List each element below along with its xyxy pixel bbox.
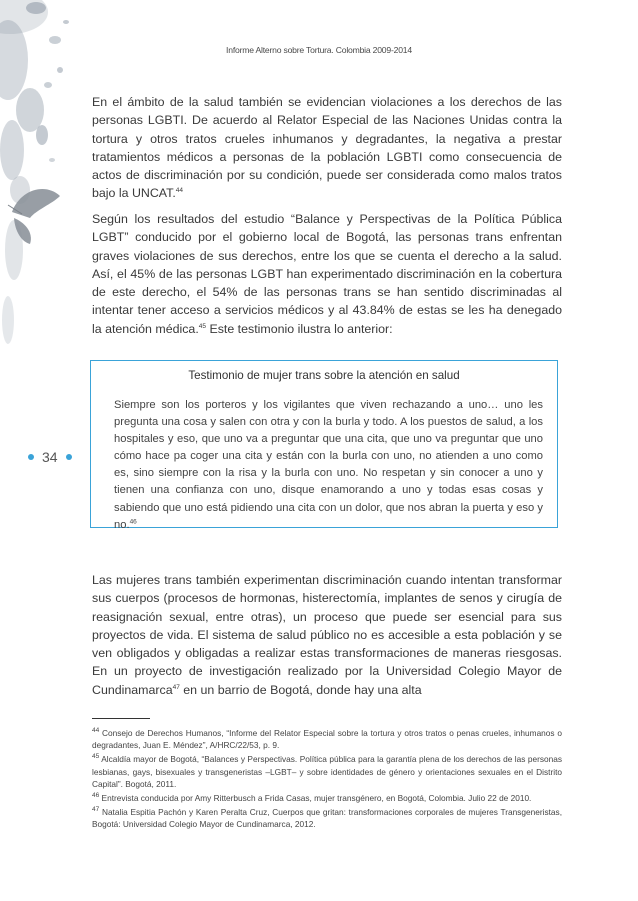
footnote-46: $^{46}$ Entrevista conducida por Amy Ritterbusch a Frida Casas, mujer transgénero, en Bogotá, Colombia. Julio 22 de 2010. xyxy=(92,792,532,804)
testimony-title: Testimonio de mujer trans sobre la atención en salud xyxy=(188,369,460,382)
running-header: Informe Alterno sobre Tortura. Colombia 2009-2014 xyxy=(226,45,412,55)
bullet-dot-icon xyxy=(28,454,34,460)
footnote-ref: 44 xyxy=(175,187,184,195)
footnote-ref: 45 xyxy=(198,322,206,330)
paragraph-study-results: Según los resultados del estudio “Balance y Perspectivas de la Política Pública LGBT” conducido por el gobierno local de Bogotá, las personas trans enfrentan graves violaciones de sus derechos, entre los que se cuenta el derecho a la salud. Así, el 45% de las personas LGBT han experimentado discriminación en la cobertura de este derecho, el 54% de las personas trans se han sentido discriminadas al intentar tener acceso a servicios médicos y al 43.84% de estas se les ha denegado la atención médica.$^{45}$ Este testimonio ilustra lo anterior: xyxy=(92,212,562,336)
footnotes xyxy=(92,727,562,833)
footnote-ref: 46 xyxy=(129,517,137,525)
footnote-44: $^{44}$ Consejo de Derechos Humanos, “Informe del Relator Especial sobre la tortura y otros tratos o penas crueles, inhumanos o degradantes, Juan E. Méndez”, A/HRC/22/53, p. 9. xyxy=(92,727,562,751)
footnote-divider xyxy=(92,718,150,719)
bullet-dot-icon xyxy=(66,454,72,460)
page-number: 34 xyxy=(28,447,72,467)
footnote-ref: 47 xyxy=(172,683,180,691)
testimony-text: Siempre son los porteros y los vigilantes que viven rechazando a uno… uno les pregunta una cosa y salen con otra y con la burla y todo. A los puestos de salud, a los hospitales y eso, que uno va a preguntar que una cita, que uno va preguntar que uno cómo hace pa coger una cita y están con la burla con uno, no atienden a uno como es, sino siempre con la risa y la burla con uno. No respetan y sin conocer a uno y tienen una confianza con uno, disque enamorando a uno y todas esas cosas y sabiendo que uno está pidiendo una cita con un dolor, que nos abran la puerta y eso y no.$^{46}$ xyxy=(114,399,543,531)
paragraph-health-rights: En el ámbito de la salud también se evidencian violaciones a los derechos de las personas LGBTI. De acuerdo al Relator Especial de las Naciones Unidas contra la tortura y otros tratos crueles inhumanos y degradantes, la negativa a prestar tratamientos médicos a personas de la población LGBTI como consecuencia de actos de discriminación por su condición, puede ser considerada como malos tratos bajo la UNCAT.$^{44}$ xyxy=(92,95,562,201)
paragraph-trans-women: Las mujeres trans también experimentan discriminación cuando intentan transformar sus cuerpos (procesos de hormonas, histerectomía, implantes de senos y cirugía de reasignación sexual, entre otras), un proceso que puede ser esencial para sus proyectos de vida. El sistema de salud público no es accesible a esta población y se ven obligados y obligadas a realizar estas transformaciones de maneras riesgosas. En un proyecto de investigación realizado por la Universidad Colegio Mayor de Cundinamarca$^{47}$ en un barrio de Bogotá, donde hay una alta xyxy=(92,573,562,697)
testimony-box xyxy=(90,360,558,531)
footnote-47: $^{47}$ Natalia Espitia Pachón y Karen Peralta Cruz, Cuerpos que gritan: transformaciones corporales de mujeres Transgeneristas, Bogotá: Universidad Colegio Mayor de Cundinamarca, 2012. xyxy=(92,806,562,830)
footnote-45: $^{45}$ Alcaldía mayor de Bogotá, “Balances y Perspectivas. Política pública para la garantía plena de los derechos de las personas lesbianas, gays, bisexuales y transgeneristas –LGBT– y sobre identidades de género y orientaciones sexuales en el Distrito Capital”. Bogotá, 2011. xyxy=(92,753,562,789)
watercolor-decoration xyxy=(0,0,90,560)
